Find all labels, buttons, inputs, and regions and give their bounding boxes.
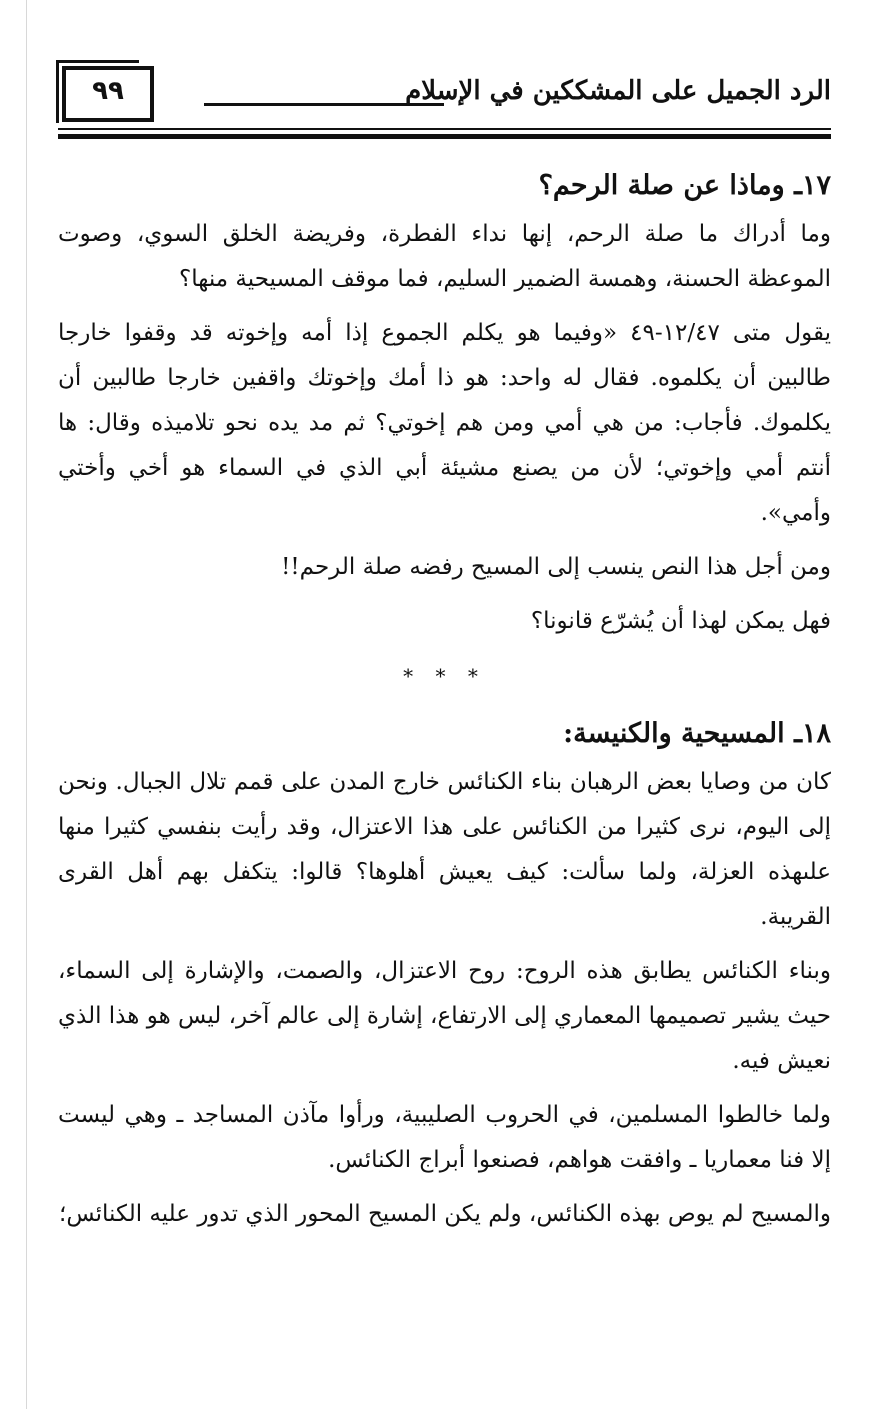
paragraph: وما أدراك ما صلة الرحم، إنها نداء الفطرة، وفريضة الخلق السوي، وصوت الموعظة الحسنة، وهمسة الضمير السليم، فما موقف المسيحية منها؟ xyxy=(58,221,831,292)
section-separator: * * * xyxy=(403,664,486,688)
paragraph: وبناء الكنائس يطابق هذه الروح: روح الاعتزال، والصمت، والإشارة إلى السماء، حيث يشير تصميمها المعماري إلى الارتفاع، إشارة إلى عالم آخر، ليس هو هذا الذي نعيش فيه. xyxy=(58,958,831,1074)
page-number-box xyxy=(62,66,154,122)
paragraph: فهل يمكن لهذا أن يُشرّع قانونا؟ xyxy=(530,608,831,634)
paragraph: ومن أجل هذا النص ينسب إلى المسيح رفضه صلة الرحم!! xyxy=(281,554,831,580)
header-rule-thin xyxy=(58,128,831,130)
section-heading-18: ١٨ـ المسيحية والكنيسة: xyxy=(563,718,831,749)
paragraph: يقول متى ١٢/٤٧-٤٩ «وفيما هو يكلم الجموع إذا أمه وإخوته قد وقفوا خارجا طالبين أن يكلموه. فقال له واحد: هو ذا أمك وإخوتك واقفين خارجا طالبين أن يكلموك. فأجاب: من هي أمي ومن هم إخوتي؟ ثم مد يده نحو تلاميذه وقال: ها أنتم أمي وإخوتي؛ لأن من يصنع مشيئة أبي الذي في السماء هو أخي وأختي وأمي». xyxy=(58,320,831,526)
header-rule-thick xyxy=(58,134,831,139)
page-edge-line xyxy=(26,0,27,1409)
section-heading-17: ١٧ـ وماذا عن صلة الرحم؟ xyxy=(538,170,831,201)
page-number: ٩٩ xyxy=(92,76,124,106)
paragraph: كان من وصايا بعض الرهبان بناء الكنائس خارج المدن على قمم تلال الجبال. ونحن إلى اليوم، نرى كثيرا من الكنائس على هذا الاعتزال، وقد رأيت بنفسي كثيرا منها علىهذه العزلة، ولما سألت: كيف يعيش أهلوها؟ قالوا: يتكفل بهم أهل القرى القريبة. xyxy=(58,769,831,930)
page-body xyxy=(58,166,831,1246)
running-title: الرد الجميل على المشككين في الإسلام xyxy=(405,76,831,106)
paragraph: والمسيح لم يوص بهذه الكنائس، ولم يكن المسيح المحور الذي تدور عليه الكنائس؛ xyxy=(59,1201,831,1227)
paragraph: ولما خالطوا المسلمين، في الحروب الصليبية، ورأوا مآذن المساجد ـ وهي ليست إلا فنا معماريا ـ وافقت هواهم، فصنعوا أبراج الكنائس. xyxy=(58,1102,831,1173)
